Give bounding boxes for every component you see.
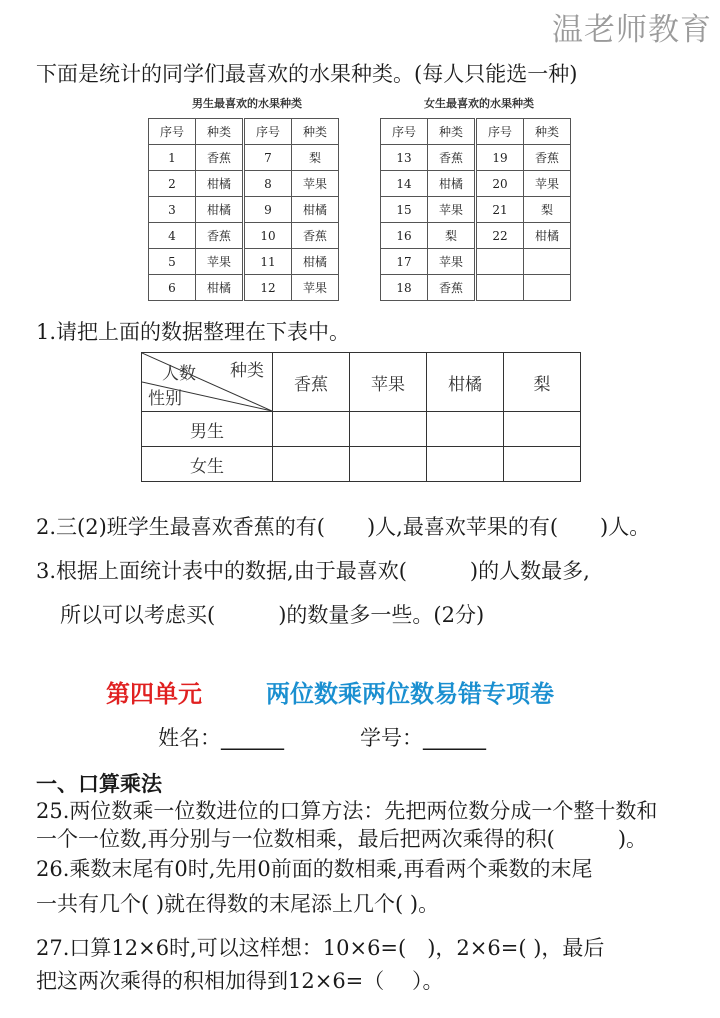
table-cell: 苹果 <box>524 171 571 197</box>
unit-subtitle: 两位数乘两位数易错专项卷 <box>266 680 554 708</box>
table-row <box>142 412 581 447</box>
table-row <box>149 249 339 275</box>
girls-table <box>380 118 571 301</box>
column-header: 梨 <box>504 353 581 412</box>
table-cell: 序号 <box>476 119 524 145</box>
table-cell: 序号 <box>381 119 428 145</box>
table-cell: 苹果 <box>428 249 476 275</box>
boys-table-caption: 男生最喜欢的水果种类 <box>192 97 302 110</box>
corner-label-gender: 性别 <box>148 389 182 409</box>
table-cell: 柑橘 <box>196 275 244 301</box>
summary-table <box>141 352 581 482</box>
table-row <box>381 119 571 145</box>
table-row <box>381 171 571 197</box>
answer-cell[interactable] <box>504 412 581 447</box>
girls-table-caption: 女生最喜欢的水果种类 <box>424 97 534 110</box>
table-cell: 12 <box>244 275 292 301</box>
corner-label-category: 种类 <box>230 361 264 381</box>
table-cell: 6 <box>149 275 196 301</box>
table-cell: 18 <box>381 275 428 301</box>
table-cell: 苹果 <box>428 197 476 223</box>
answer-cell[interactable] <box>427 412 504 447</box>
table-row <box>149 145 339 171</box>
table-row <box>142 353 581 412</box>
table-row <box>381 275 571 301</box>
table-cell <box>524 275 571 301</box>
table-cell: 13 <box>381 145 428 171</box>
answer-cell[interactable] <box>273 412 350 447</box>
question-25-line-2: 一个一位数,再分别与一位数相乘，最后把两次乘得的积( )。 <box>36 827 648 851</box>
table-cell: 种类 <box>524 119 571 145</box>
column-header: 香蕉 <box>273 353 350 412</box>
row-header: 女生 <box>142 447 273 482</box>
corner-label-count: 人数 <box>162 364 196 384</box>
table-cell: 梨 <box>428 223 476 249</box>
table-cell: 16 <box>381 223 428 249</box>
table-cell: 17 <box>381 249 428 275</box>
unit-title: 第四单元 <box>106 680 202 708</box>
table-cell: 9 <box>244 197 292 223</box>
table-cell: 22 <box>476 223 524 249</box>
table-cell: 苹果 <box>196 249 244 275</box>
intro-text: 下面是统计的同学们最喜欢的水果种类。(每人只能选一种) <box>36 62 578 86</box>
table-row <box>149 223 339 249</box>
question-3-line-1: 3.根据上面统计表中的数据,由于最喜欢( )的人数最多, <box>36 559 590 583</box>
student-id-field[interactable]: 学号：______ <box>360 726 486 750</box>
table-cell: 苹果 <box>292 171 339 197</box>
table-row <box>142 447 581 482</box>
section-heading: 一、口算乘法 <box>36 772 162 796</box>
table-row <box>149 197 339 223</box>
boys-table <box>148 118 339 301</box>
table-cell: 2 <box>149 171 196 197</box>
question-1: 1.请把上面的数据整理在下表中。 <box>36 320 351 344</box>
table-cell: 香蕉 <box>196 145 244 171</box>
table-cell: 梨 <box>524 197 571 223</box>
question-27-line-2: 把这两次乘得的积相加得到12×6=（ ）。 <box>36 969 444 993</box>
table-cell: 1 <box>149 145 196 171</box>
table-cell: 3 <box>149 197 196 223</box>
table-cell: 柑橘 <box>524 223 571 249</box>
table-cell: 柑橘 <box>292 249 339 275</box>
answer-cell[interactable] <box>504 447 581 482</box>
table-cell: 香蕉 <box>428 275 476 301</box>
table-row <box>381 197 571 223</box>
table-cell: 11 <box>244 249 292 275</box>
table-cell: 序号 <box>149 119 196 145</box>
table-cell: 7 <box>244 145 292 171</box>
table-cell: 14 <box>381 171 428 197</box>
table-row <box>149 171 339 197</box>
table-cell: 柑橘 <box>196 197 244 223</box>
table-cell: 21 <box>476 197 524 223</box>
name-field[interactable]: 姓名：______ <box>158 726 284 750</box>
table-row <box>381 223 571 249</box>
question-26-line-2: 一共有几个( )就在得数的末尾添上几个( )。 <box>36 892 440 916</box>
table-row <box>381 249 571 275</box>
row-header: 男生 <box>142 412 273 447</box>
table-cell: 20 <box>476 171 524 197</box>
table-cell: 种类 <box>196 119 244 145</box>
table-cell: 序号 <box>244 119 292 145</box>
answer-cell[interactable] <box>350 412 427 447</box>
table-cell: 15 <box>381 197 428 223</box>
table-cell <box>476 249 524 275</box>
diagonal-header-cell <box>142 353 273 412</box>
column-header: 柑橘 <box>427 353 504 412</box>
table-cell: 19 <box>476 145 524 171</box>
column-header: 苹果 <box>350 353 427 412</box>
table-cell: 苹果 <box>292 275 339 301</box>
table-cell: 香蕉 <box>196 223 244 249</box>
question-25-line-1: 25.两位数乘一位数进位的口算方法：先把两位数分成一个整十数和 <box>36 799 658 823</box>
table-cell: 香蕉 <box>524 145 571 171</box>
question-3-line-2: 所以可以考虑买( )的数量多一些。(2分) <box>60 603 485 627</box>
answer-cell[interactable] <box>350 447 427 482</box>
table-cell: 5 <box>149 249 196 275</box>
question-26-line-1: 26.乘数末尾有0时,先用0前面的数相乘,再看两个乘数的末尾 <box>36 857 593 881</box>
answer-cell[interactable] <box>273 447 350 482</box>
table-cell: 8 <box>244 171 292 197</box>
answer-cell[interactable] <box>427 447 504 482</box>
table-cell: 柑橘 <box>292 197 339 223</box>
table-cell <box>476 275 524 301</box>
table-row <box>149 119 339 145</box>
table-row <box>381 145 571 171</box>
table-row <box>149 275 339 301</box>
table-cell: 种类 <box>292 119 339 145</box>
question-27-line-1: 27.口算12×6时,可以这样想：10×6=( )，2×6=( )，最后 <box>36 936 605 960</box>
table-cell: 香蕉 <box>292 223 339 249</box>
table-cell: 种类 <box>428 119 476 145</box>
table-cell: 4 <box>149 223 196 249</box>
table-cell: 柑橘 <box>196 171 244 197</box>
table-cell: 柑橘 <box>428 171 476 197</box>
question-2: 2.三(2)班学生最喜欢香蕉的有( )人,最喜欢苹果的有( )人。 <box>36 515 651 539</box>
table-cell: 梨 <box>292 145 339 171</box>
watermark: 温老师教育 <box>552 12 712 48</box>
table-cell: 香蕉 <box>428 145 476 171</box>
table-cell: 10 <box>244 223 292 249</box>
table-cell <box>524 249 571 275</box>
